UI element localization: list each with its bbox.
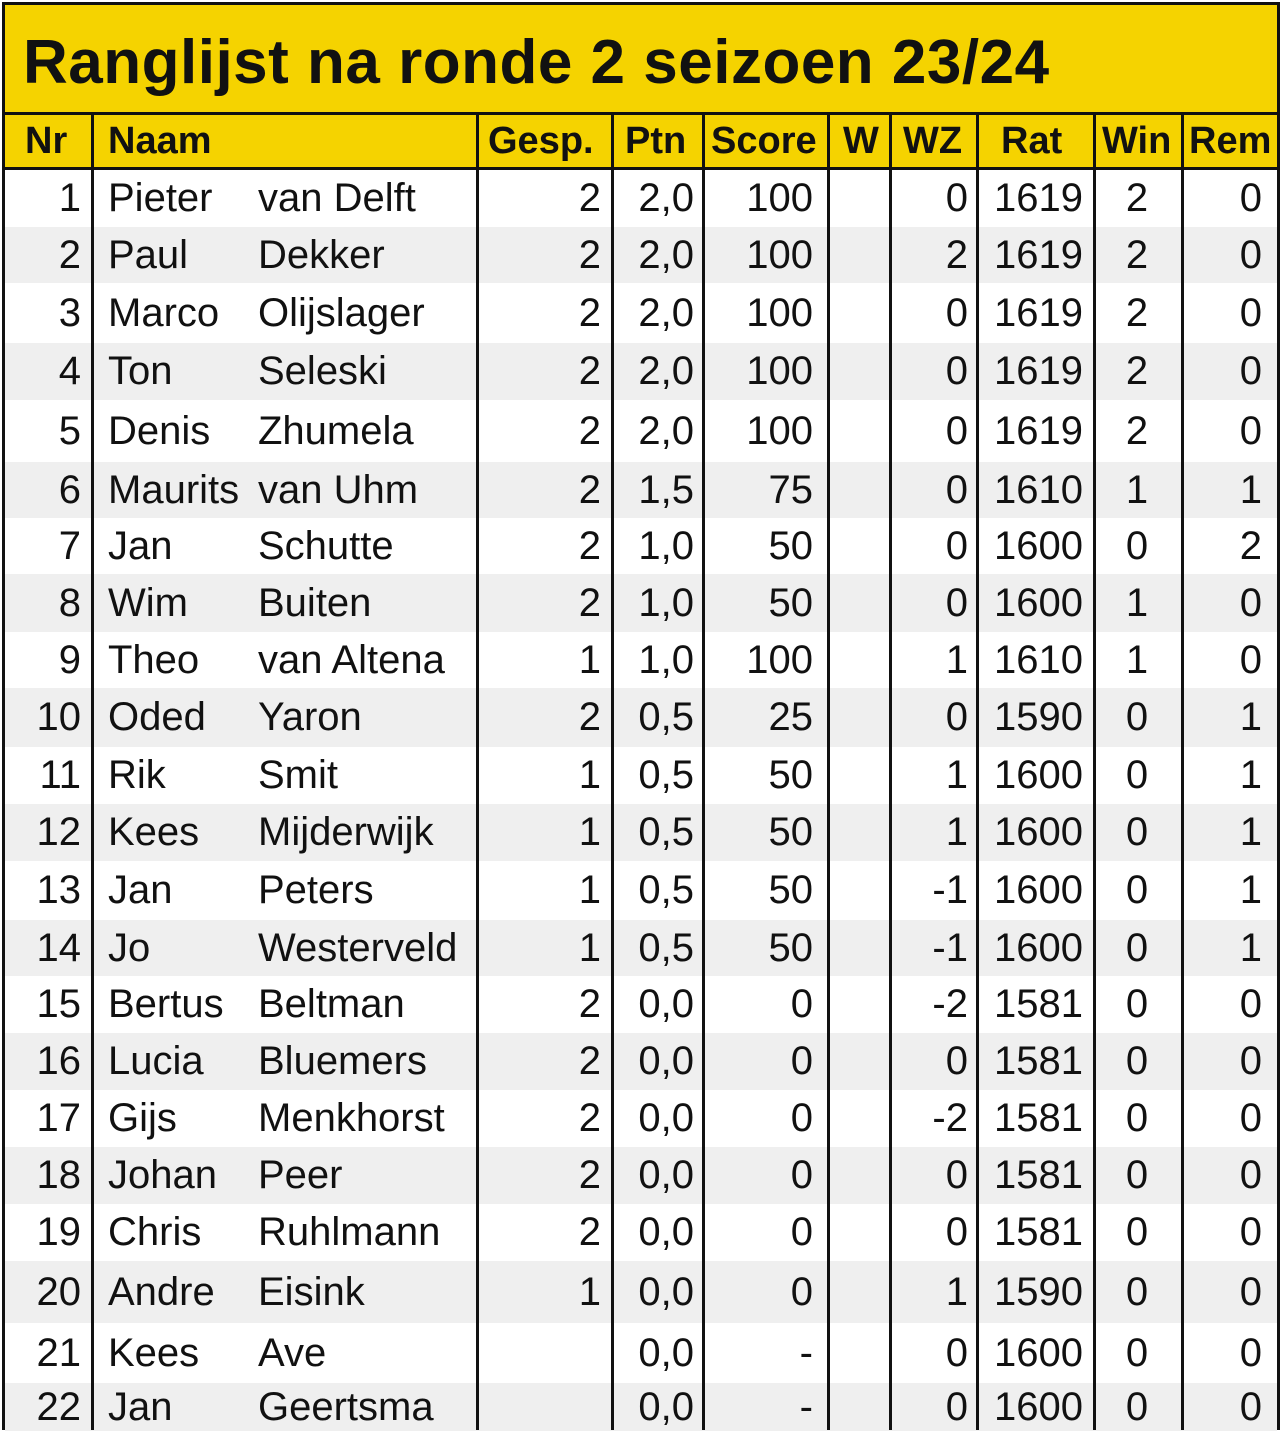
cell-score: 50 xyxy=(768,810,813,854)
cell-wz: 0 xyxy=(945,176,968,220)
cell-rat: 1581 xyxy=(994,1039,1083,1083)
cell-first-name: Ton xyxy=(108,349,173,393)
cell-wz: 0 xyxy=(945,1153,968,1197)
cell-last-name: Schutte xyxy=(258,524,394,568)
cell-rem: 0 xyxy=(1239,176,1262,220)
cell-nr: 1 xyxy=(58,176,81,220)
cell-gesp: 2 xyxy=(578,349,601,393)
cell-wz: 0 xyxy=(945,1210,968,1254)
cell-gesp: 1 xyxy=(578,868,601,912)
ranking-table xyxy=(2,2,1280,1430)
cell-win: 0 xyxy=(1125,982,1149,1026)
cell-win: 0 xyxy=(1125,753,1149,797)
cell-ptn: 0,5 xyxy=(638,810,694,854)
cell-first-name: Jan xyxy=(108,524,173,568)
cell-nr: 6 xyxy=(58,468,81,512)
cell-score: 0 xyxy=(790,1210,813,1254)
cell-nr: 12 xyxy=(36,810,81,854)
table-row xyxy=(5,1033,1277,1090)
table-row xyxy=(5,747,1277,804)
cell-score: 100 xyxy=(746,349,813,393)
cell-first-name: Wim xyxy=(108,581,188,625)
cell-ptn: 0,0 xyxy=(638,1385,694,1429)
table-row xyxy=(5,400,1277,462)
table-row xyxy=(5,1090,1277,1147)
cell-rem: 0 xyxy=(1239,291,1262,335)
cell-nr: 20 xyxy=(36,1270,81,1314)
column-divider xyxy=(827,112,830,1430)
cell-rat: 1590 xyxy=(994,695,1083,739)
table-row xyxy=(5,1147,1277,1204)
cell-w xyxy=(830,283,886,343)
cell-w xyxy=(830,227,886,283)
cell-rat: 1619 xyxy=(994,176,1083,220)
cell-w xyxy=(830,1090,886,1147)
cell-gesp: 2 xyxy=(578,291,601,335)
cell-ptn: 2,0 xyxy=(638,409,694,453)
cell-score: 75 xyxy=(768,468,813,512)
cell-ptn: 2,0 xyxy=(638,233,694,277)
cell-rat: 1581 xyxy=(994,982,1083,1026)
cell-nr: 3 xyxy=(58,291,81,335)
cell-rat: 1581 xyxy=(994,1153,1083,1197)
cell-score: 0 xyxy=(790,1096,813,1140)
cell-ptn: 0,5 xyxy=(638,926,694,970)
cell-first-name: Oded xyxy=(108,695,206,739)
cell-w xyxy=(830,1204,886,1261)
cell-rem: 2 xyxy=(1239,524,1262,568)
cell-rem: 1 xyxy=(1239,753,1262,797)
cell-score: 50 xyxy=(768,524,813,568)
cell-win: 1 xyxy=(1125,468,1149,512)
header-gesp: Gesp. xyxy=(488,120,594,162)
cell-score: 100 xyxy=(746,638,813,682)
header-ptn: Ptn xyxy=(625,120,687,162)
cell-ptn: 0,0 xyxy=(638,1210,694,1254)
cell-w xyxy=(830,1033,886,1090)
cell-last-name: van Uhm xyxy=(258,468,419,512)
cell-rem: 0 xyxy=(1239,638,1262,682)
cell-score: - xyxy=(799,1385,813,1429)
cell-ptn: 0,0 xyxy=(638,982,694,1026)
cell-ptn: 0,0 xyxy=(638,1153,694,1197)
cell-win: 0 xyxy=(1125,1039,1149,1083)
cell-win: 2 xyxy=(1125,291,1149,335)
cell-ptn: 0,0 xyxy=(638,1331,694,1375)
cell-last-name: Ruhlmann xyxy=(258,1210,441,1254)
cell-first-name: Jo xyxy=(108,926,151,970)
cell-gesp: 2 xyxy=(578,581,601,625)
cell-rat: 1581 xyxy=(994,1210,1083,1254)
cell-nr: 16 xyxy=(36,1039,81,1083)
cell-wz: -1 xyxy=(932,868,968,912)
cell-rem: 0 xyxy=(1239,1210,1262,1254)
cell-rat: 1600 xyxy=(994,926,1083,970)
cell-first-name: Jan xyxy=(108,868,173,912)
cell-last-name: Peer xyxy=(258,1153,343,1197)
cell-rat: 1600 xyxy=(994,581,1083,625)
cell-first-name: Johan xyxy=(108,1153,217,1197)
cell-last-name: Westerveld xyxy=(258,926,458,970)
cell-wz: 0 xyxy=(945,1039,968,1083)
cell-gesp: 1 xyxy=(578,926,601,970)
cell-score: 25 xyxy=(768,695,813,739)
cell-wz: 1 xyxy=(945,753,968,797)
cell-last-name: Eisink xyxy=(258,1270,365,1314)
table-row xyxy=(5,1323,1277,1383)
page-title: Ranglijst na ronde 2 seizoen 23/24 xyxy=(23,28,1050,97)
table-row xyxy=(5,920,1277,976)
cell-first-name: Kees xyxy=(108,810,200,854)
cell-nr: 10 xyxy=(36,695,81,739)
table-row xyxy=(5,343,1277,400)
table-row xyxy=(5,976,1277,1033)
cell-rem: 0 xyxy=(1239,1385,1262,1429)
cell-first-name: Theo xyxy=(108,638,200,682)
cell-nr: 7 xyxy=(58,524,81,568)
table-row xyxy=(5,518,1277,574)
cell-wz: -1 xyxy=(932,926,968,970)
header-w: W xyxy=(843,120,879,162)
table-row xyxy=(5,227,1277,283)
cell-win: 0 xyxy=(1125,524,1149,568)
cell-first-name: Lucia xyxy=(108,1039,204,1083)
cell-win: 0 xyxy=(1125,1096,1149,1140)
cell-score: 50 xyxy=(768,868,813,912)
cell-ptn: 1,5 xyxy=(638,468,694,512)
cell-rem: 1 xyxy=(1239,868,1262,912)
cell-win: 0 xyxy=(1125,926,1149,970)
cell-wz: 0 xyxy=(945,695,968,739)
cell-w xyxy=(830,343,886,400)
cell-rem: 1 xyxy=(1239,468,1262,512)
header-naam: Naam xyxy=(108,120,212,162)
cell-gesp: 2 xyxy=(578,1096,601,1140)
cell-win: 0 xyxy=(1125,1153,1149,1197)
cell-rem: 0 xyxy=(1239,1331,1262,1375)
cell-ptn: 1,0 xyxy=(638,524,694,568)
cell-wz: -2 xyxy=(932,1096,968,1140)
header-score: Score xyxy=(711,120,817,162)
table-row xyxy=(5,1383,1277,1431)
header-wz: WZ xyxy=(903,120,963,162)
cell-nr: 2 xyxy=(58,233,81,277)
cell-last-name: Ave xyxy=(258,1331,327,1375)
cell-rem: 0 xyxy=(1239,1096,1262,1140)
cell-gesp: 2 xyxy=(578,409,601,453)
cell-gesp: 2 xyxy=(578,695,601,739)
cell-rat: 1610 xyxy=(994,638,1083,682)
cell-win: 0 xyxy=(1125,695,1149,739)
cell-w xyxy=(830,1261,886,1323)
cell-w xyxy=(830,462,886,518)
cell-first-name: Chris xyxy=(108,1210,202,1254)
cell-nr: 15 xyxy=(36,982,81,1026)
cell-wz: 0 xyxy=(945,468,968,512)
cell-ptn: 1,0 xyxy=(638,638,694,682)
cell-nr: 5 xyxy=(58,409,81,453)
cell-rem: 0 xyxy=(1239,233,1262,277)
cell-gesp: 1 xyxy=(578,1270,601,1314)
cell-win: 2 xyxy=(1125,409,1149,453)
cell-nr: 11 xyxy=(39,753,81,797)
cell-wz: 0 xyxy=(945,349,968,393)
cell-win: 0 xyxy=(1125,810,1149,854)
cell-gesp: 1 xyxy=(578,810,601,854)
cell-w xyxy=(830,518,886,574)
cell-rem: 0 xyxy=(1239,409,1262,453)
table-row xyxy=(5,1261,1277,1323)
cell-last-name: Yaron xyxy=(258,695,362,739)
table-row xyxy=(5,283,1277,343)
cell-nr: 8 xyxy=(58,581,81,625)
cell-gesp: 2 xyxy=(578,468,601,512)
cell-rat: 1619 xyxy=(994,409,1083,453)
cell-w xyxy=(830,170,886,227)
cell-wz: 0 xyxy=(945,581,968,625)
column-divider xyxy=(91,112,94,1430)
cell-first-name: Maurits xyxy=(108,468,240,512)
cell-last-name: van Altena xyxy=(258,638,445,682)
cell-win: 2 xyxy=(1125,349,1149,393)
cell-w xyxy=(830,400,886,462)
cell-wz: 0 xyxy=(945,409,968,453)
cell-gesp: 2 xyxy=(578,233,601,277)
cell-w xyxy=(830,632,886,688)
cell-first-name: Rik xyxy=(108,753,166,797)
cell-first-name: Jan xyxy=(108,1385,173,1429)
cell-score: 100 xyxy=(746,176,813,220)
cell-gesp: 2 xyxy=(578,1039,601,1083)
cell-gesp xyxy=(479,1383,601,1431)
cell-wz: 0 xyxy=(945,524,968,568)
cell-w xyxy=(830,920,886,976)
column-divider xyxy=(476,112,479,1430)
cell-win: 0 xyxy=(1125,1210,1149,1254)
cell-rem: 0 xyxy=(1239,349,1262,393)
cell-score: 100 xyxy=(746,233,813,277)
header-win: Win xyxy=(1102,120,1172,162)
cell-win: 2 xyxy=(1125,176,1149,220)
cell-rat: 1581 xyxy=(994,1096,1083,1140)
cell-wz: 0 xyxy=(945,1385,968,1429)
cell-w xyxy=(830,574,886,632)
cell-wz: 1 xyxy=(945,810,968,854)
cell-rem: 0 xyxy=(1239,1039,1262,1083)
table-row xyxy=(5,574,1277,632)
cell-last-name: Bluemers xyxy=(258,1039,427,1083)
cell-first-name: Andre xyxy=(108,1270,215,1314)
cell-rat: 1600 xyxy=(994,810,1083,854)
cell-win: 0 xyxy=(1125,1385,1149,1429)
cell-first-name: Gijs xyxy=(108,1096,177,1140)
cell-win: 1 xyxy=(1125,581,1149,625)
cell-nr: 17 xyxy=(36,1096,81,1140)
cell-rat: 1619 xyxy=(994,291,1083,335)
cell-nr: 13 xyxy=(36,868,81,912)
cell-score: 50 xyxy=(768,581,813,625)
cell-last-name: Seleski xyxy=(258,349,387,393)
cell-first-name: Paul xyxy=(108,233,189,277)
column-divider xyxy=(976,112,979,1430)
cell-wz: 2 xyxy=(945,233,968,277)
cell-last-name: Peters xyxy=(258,868,374,912)
cell-wz: 1 xyxy=(945,1270,968,1314)
cell-ptn: 0,5 xyxy=(638,868,694,912)
cell-w xyxy=(830,688,886,747)
cell-last-name: Olijslager xyxy=(258,291,425,335)
cell-w xyxy=(830,861,886,920)
cell-ptn: 2,0 xyxy=(638,291,694,335)
cell-w xyxy=(830,804,886,861)
cell-score: 100 xyxy=(746,409,813,453)
header-rat: Rat xyxy=(1001,120,1063,162)
cell-wz: 0 xyxy=(945,1331,968,1375)
cell-last-name: Beltman xyxy=(258,982,405,1026)
cell-score: 50 xyxy=(768,926,813,970)
cell-first-name: Bertus xyxy=(108,982,224,1026)
cell-last-name: Mijderwijk xyxy=(258,810,434,854)
cell-rat: 1600 xyxy=(994,753,1083,797)
cell-gesp: 2 xyxy=(578,1210,601,1254)
cell-rem: 1 xyxy=(1239,810,1262,854)
cell-ptn: 1,0 xyxy=(638,581,694,625)
cell-nr: 9 xyxy=(58,638,81,682)
cell-rem: 1 xyxy=(1239,695,1262,739)
cell-rat: 1590 xyxy=(994,1270,1083,1314)
cell-rat: 1619 xyxy=(994,233,1083,277)
cell-last-name: Dekker xyxy=(258,233,385,277)
cell-first-name: Kees xyxy=(108,1331,200,1375)
cell-w xyxy=(830,1383,886,1431)
cell-rem: 1 xyxy=(1239,926,1262,970)
column-divider xyxy=(1093,112,1096,1430)
cell-score: 100 xyxy=(746,291,813,335)
cell-score: - xyxy=(799,1331,813,1375)
cell-nr: 21 xyxy=(36,1331,81,1375)
column-divider xyxy=(889,112,892,1430)
column-divider xyxy=(702,112,705,1430)
cell-last-name: Smit xyxy=(258,753,338,797)
cell-win: 0 xyxy=(1125,1270,1149,1314)
cell-win: 2 xyxy=(1125,233,1149,277)
cell-rat: 1600 xyxy=(994,1385,1083,1429)
cell-first-name: Denis xyxy=(108,409,211,453)
cell-ptn: 0,0 xyxy=(638,1270,694,1314)
table-header-row xyxy=(5,112,1277,170)
cell-wz: -2 xyxy=(932,982,968,1026)
cell-gesp: 2 xyxy=(578,1153,601,1197)
cell-win: 0 xyxy=(1125,868,1149,912)
cell-w xyxy=(830,1147,886,1204)
column-divider xyxy=(611,112,614,1430)
cell-last-name: Menkhorst xyxy=(258,1096,445,1140)
cell-gesp: 2 xyxy=(578,176,601,220)
header-rem: Rem xyxy=(1189,120,1272,162)
cell-last-name: Geertsma xyxy=(258,1385,434,1429)
cell-first-name: Marco xyxy=(108,291,220,335)
cell-ptn: 2,0 xyxy=(638,176,694,220)
cell-gesp: 1 xyxy=(578,753,601,797)
header-nr: Nr xyxy=(25,120,68,162)
table-row xyxy=(5,804,1277,861)
cell-w xyxy=(830,1323,886,1383)
cell-win: 1 xyxy=(1125,638,1149,682)
cell-rat: 1600 xyxy=(994,524,1083,568)
table-row xyxy=(5,462,1277,518)
cell-rat: 1610 xyxy=(994,468,1083,512)
cell-score: 0 xyxy=(790,982,813,1026)
table-row xyxy=(5,861,1277,920)
cell-nr: 14 xyxy=(36,926,81,970)
cell-wz: 0 xyxy=(945,291,968,335)
cell-rat: 1600 xyxy=(994,1331,1083,1375)
table-row xyxy=(5,1204,1277,1261)
cell-rem: 0 xyxy=(1239,581,1262,625)
cell-ptn: 0,0 xyxy=(638,1039,694,1083)
cell-nr: 4 xyxy=(58,349,81,393)
table-row xyxy=(5,688,1277,747)
cell-w xyxy=(830,747,886,804)
cell-score: 50 xyxy=(768,753,813,797)
cell-last-name: Buiten xyxy=(258,581,372,625)
cell-first-name: Pieter xyxy=(108,176,213,220)
cell-score: 0 xyxy=(790,1153,813,1197)
cell-score: 0 xyxy=(790,1039,813,1083)
cell-win: 0 xyxy=(1125,1331,1149,1375)
cell-nr: 22 xyxy=(36,1385,81,1429)
cell-rem: 0 xyxy=(1239,982,1262,1026)
cell-last-name: Zhumela xyxy=(258,409,414,453)
cell-ptn: 0,0 xyxy=(638,1096,694,1140)
cell-ptn: 0,5 xyxy=(638,695,694,739)
title-bar xyxy=(5,5,1277,112)
cell-rem: 0 xyxy=(1239,1270,1262,1314)
cell-gesp: 2 xyxy=(578,524,601,568)
cell-score: 0 xyxy=(790,1270,813,1314)
cell-nr: 18 xyxy=(36,1153,81,1197)
column-divider xyxy=(1181,112,1184,1430)
cell-gesp: 2 xyxy=(578,982,601,1026)
cell-wz: 1 xyxy=(945,638,968,682)
cell-w xyxy=(830,976,886,1033)
cell-rat: 1600 xyxy=(994,868,1083,912)
table-row xyxy=(5,632,1277,688)
cell-gesp xyxy=(479,1323,601,1383)
cell-last-name: van Delft xyxy=(258,176,416,220)
table-row xyxy=(5,170,1277,227)
cell-ptn: 2,0 xyxy=(638,349,694,393)
cell-rem: 0 xyxy=(1239,1153,1262,1197)
cell-rat: 1619 xyxy=(994,349,1083,393)
cell-nr: 19 xyxy=(36,1210,81,1254)
cell-gesp: 1 xyxy=(578,638,601,682)
cell-ptn: 0,5 xyxy=(638,753,694,797)
